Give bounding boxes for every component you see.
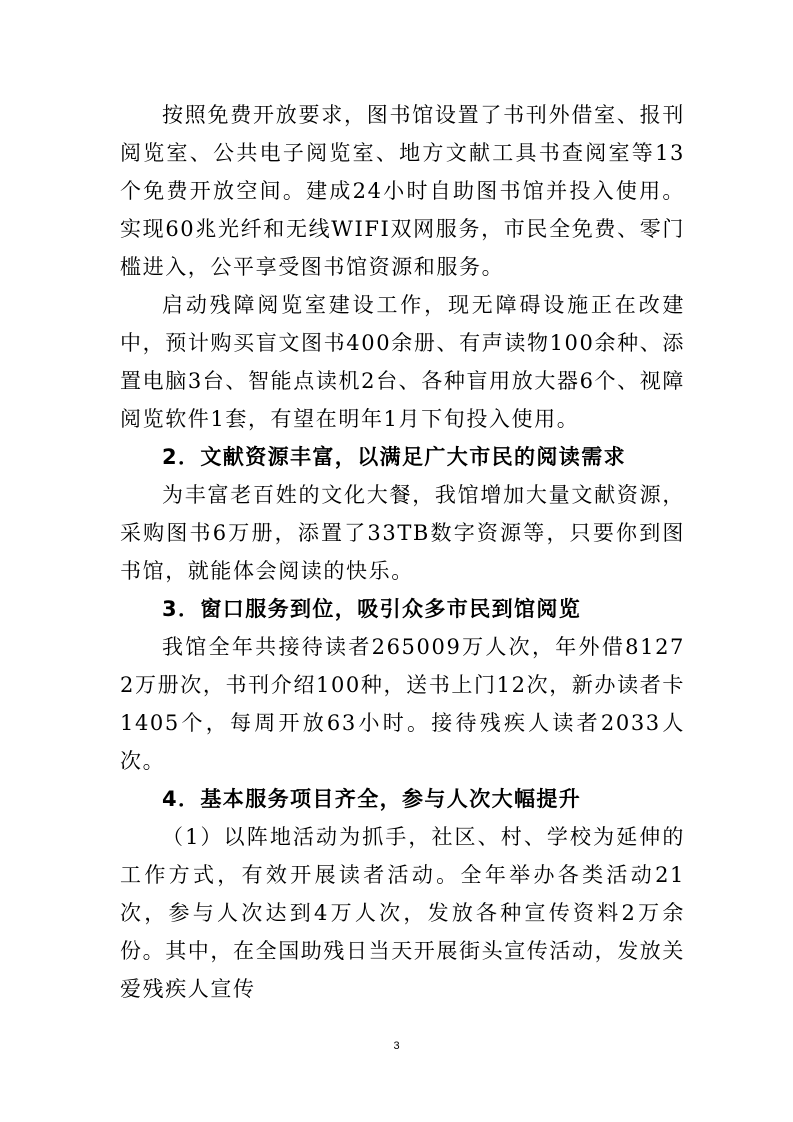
paragraph-basic-services: （1）以阵地活动为抓手，社区、村、学校为延伸的工作方式，有效开展读者活动。全年举办各类活动21次，参与人次达到4万人次，发放各种宣传资料2万余份。其中，在全国助残日当天开展街头宣传活动，发放关爱残疾人宣传 bbox=[120, 825, 685, 1001]
paragraph-literature-resources: 为丰富老百姓的文化大餐，我馆增加大量文献资源，采购图书6万册，添置了33TB数字资源等，只要你到图书馆，就能体会阅读的快乐。 bbox=[120, 483, 685, 583]
paragraph-window-service: 我馆全年共接待读者265009万人次，年外借81272万册次，书刊介绍100种，送书上门12次，新办读者卡1405个，每周开放63小时。接待残疾人读者2033人次。 bbox=[120, 635, 685, 773]
section-heading-window-service: 3．窗口服务到位，吸引众多市民到馆阅览 bbox=[162, 597, 582, 621]
paragraph-accessible-reading-room: 启动残障阅览室建设工作，现无障碍设施正在改建中，预计购买盲文图书400余册、有声读物100余种、添置电脑3台、智能点读机2台、各种盲用放大器6个、视障阅览软件1套，有望在明年1月下旬投入使用。 bbox=[120, 293, 685, 431]
section-heading-literature-resources: 2．文献资源丰富，以满足广大市民的阅读需求 bbox=[162, 445, 627, 469]
page-number: 3 bbox=[393, 1040, 400, 1052]
document-body bbox=[120, 96, 685, 1008]
paragraph-free-opening-spaces: 按照免费开放要求，图书馆设置了书刊外借室、报刊阅览室、公共电子阅览室、地方文献工具书查阅室等13个免费开放空间。建成24小时自助图书馆并投入使用。实现60兆光纤和无线WIFI双网服务，市民全免费、零门槛进入，公平享受图书馆资源和服务。 bbox=[120, 103, 685, 279]
section-heading-basic-services: 4．基本服务项目齐全，参与人次大幅提升 bbox=[162, 787, 582, 811]
